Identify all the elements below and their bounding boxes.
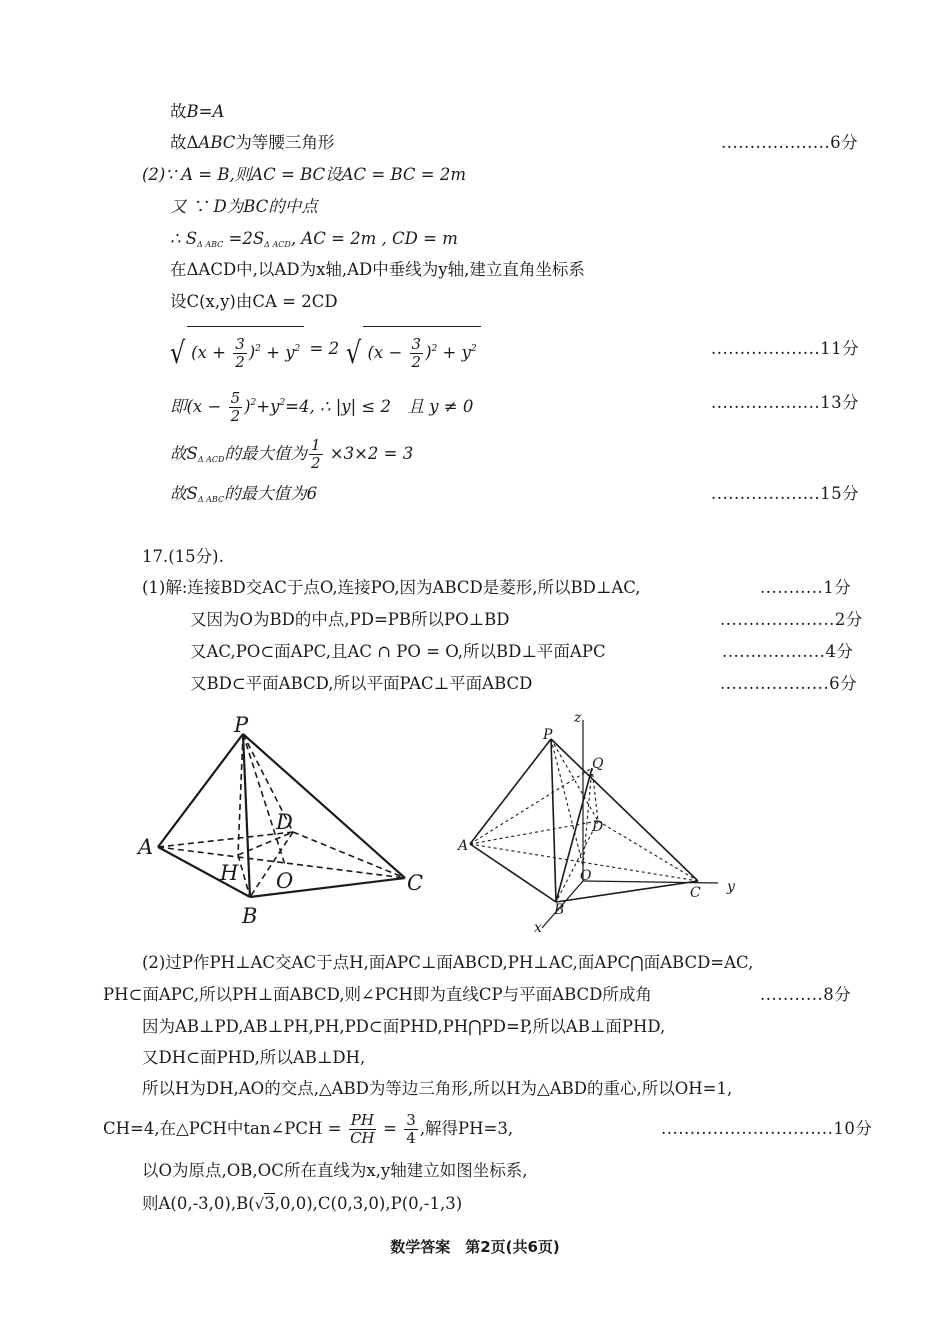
line-distance-equation: √ (x + $\frac{3}{2}$ )$^2 + y^2 = 2$ √ (x − $\frac{3}{2}$ )$^2 + y^2$ (168, 326, 481, 373)
score-6b: ...................6分 (720, 674, 858, 693)
page-footer: 数学答案 第2页(共6页) (390, 1238, 560, 1256)
line-17-1-connect: (1)解:连接BD交AC于点O,连接PO,因为ABCD是菱形,所以BD⊥AC, (142, 578, 641, 597)
fig2-label-x: x (534, 920, 542, 936)
line-bd-perp-apc: 又AC,PO⊂面APC,且AC ∩ PO = O,所以BD⊥平面APC (190, 642, 606, 661)
line-ab-perp-dh: 又DH⊂面PHD,所以AB⊥DH, (142, 1048, 366, 1067)
line-area-relation: ∴ $S_{\Delta ABC} =2S_{\Delta ACD}$, AC = 2m , CD = m (170, 229, 458, 249)
score-11: ...................11分 (711, 339, 860, 358)
fig2-label-d: D (592, 819, 604, 835)
fig1-label-c: C (407, 871, 424, 895)
line-angle-pch: PH⊂面APC,所以PH⊥面ABCD,则∠PCH即为直线CP与平面ABCD所成角 (103, 985, 652, 1004)
fig1-label-b: B (242, 904, 258, 928)
line-part2-start: (2)∵ A = B,则AC = BC设AC = BC = 2m (142, 165, 466, 184)
fig2-label-a: A (458, 838, 469, 854)
score-13: ...................13分 (711, 393, 860, 412)
line-abc-max: 故$S_{\Delta ABC}$的最大值为6 (170, 484, 318, 504)
score-1: ...........1分 (760, 578, 852, 597)
score-10: ..............................10分 (661, 1119, 873, 1138)
fig2-label-c: C (690, 885, 701, 901)
line-d-midpoint: 又 ∵ D为BC的中点 (170, 197, 318, 216)
fig2-label-b: B (554, 902, 565, 918)
line-po-perp-bd: 又因为O为BD的中点,PD=PB所以PO⊥BD (190, 610, 510, 629)
fig1-label-a: A (138, 835, 154, 859)
pyramid-figure-2 (450, 706, 750, 938)
line-b-equals-a: 故B=A (170, 102, 225, 121)
score-6: ...................6分 (721, 133, 859, 152)
fig1-label-d: D (276, 810, 293, 834)
pyramid-figure-1 (130, 712, 440, 930)
fig2-label-p: P (543, 727, 553, 743)
fig1-label-o: O (276, 869, 294, 893)
score-15: ...................15分 (711, 484, 860, 503)
line-plane-perp: 又BD⊂平面ABCD,所以平面PAC⊥平面ABCD (190, 674, 533, 693)
score-8: ...........8分 (760, 985, 852, 1004)
score-2: ....................2分 (720, 610, 863, 629)
line-acd-max: 故$S_{\Delta ACD}$的最大值为 $\frac{1}{2}$ ×3×2 = 3 (170, 436, 414, 472)
line-17-2-ph: (2)过P作PH⊥AC交AC于点H,面APC⊥面ABCD,PH⊥AC,面APC⋂面ABCD=AC, (142, 953, 754, 972)
problem-17-heading: 17.(15分). (142, 547, 224, 566)
line-set-c: 设C(x,y)由CA = 2CD (170, 292, 338, 311)
fig2-label-q: Q (592, 756, 604, 772)
line-circle-equation: 即(x − $\frac{5}{2}$ )$^2+y^2=4$, ∴ |y| ≤ 2 且 y ≠ 0 (170, 389, 474, 425)
line-ab-perp-phd: 因为AB⊥PD,AB⊥PH,PH,PD⊂面PHD,PH⋂PD=P,所以AB⊥面PHD, (142, 1017, 666, 1036)
line-tan-pch: CH=4,在△PCH中tan∠PCH = $\frac{PH}{CH}$ = $\frac{3}{4}$ ,解得PH=3, (103, 1111, 514, 1147)
line-centroid: 所以H为DH,AO的交点,△ABD为等边三角形,所以H为△ABD的重心,所以OH=1, (142, 1079, 733, 1098)
fig1-label-h: H (220, 861, 239, 885)
fig2-label-y: y (727, 879, 735, 895)
line-coordinates: 则A(0,-3,0),B(√3,0,0),C(0,3,0),P(0,-1,3) (142, 1194, 463, 1213)
fig2-label-z: z (574, 710, 582, 726)
fig2-label-o: O (580, 868, 592, 884)
line-isosceles: 故ΔABC为等腰三角形 (170, 133, 335, 152)
fig1-label-p: P (234, 713, 249, 737)
line-coordinate-system: 在ΔACD中,以AD为x轴,AD中垂线为y轴,建立直角坐标系 (170, 260, 585, 279)
score-4: ..................4分 (722, 642, 854, 661)
line-origin-o: 以O为原点,OB,OC所在直线为x,y轴建立如图坐标系, (142, 1161, 528, 1180)
